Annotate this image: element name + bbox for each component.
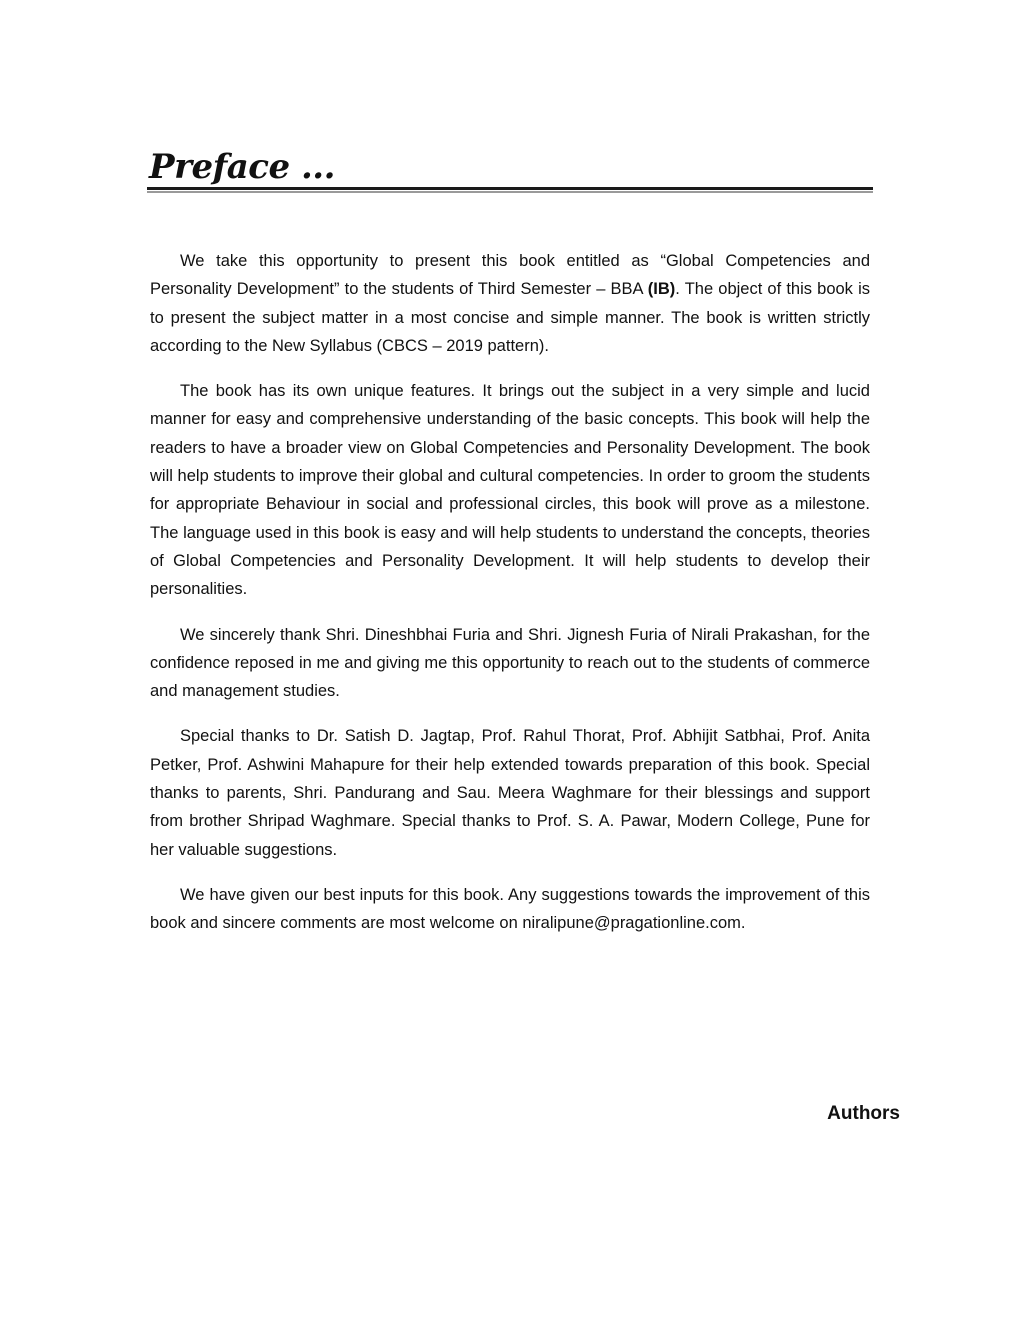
paragraph-suggestions: We have given our best inputs for this book. Any suggestions towards the improvement of this book and sincere comments are most welcome on niralipune@pragationline.com. bbox=[150, 885, 870, 933]
page-title: Preface ... bbox=[149, 147, 335, 187]
paragraph-special-thanks: Special thanks to Dr. Satish D. Jagtap, Prof. Rahul Thorat, Prof. Abhijit Satbhai, Prof. Anita Petker, Prof. Ashwini Mahapure for their help extended towards preparation of this book. Special thanks to parents, Shri. Pandurang and Sau. Meera Waghmare for their blessings and support from brother Shripad Waghmare. Special thanks to Prof. S. A. Pawar, Modern College, Pune for her valuable suggestions. bbox=[150, 727, 870, 859]
title-underline bbox=[147, 187, 873, 190]
paragraph-intro-text-a: We take this opportunity to present this book entitled as “Global Competencies and Personality Development” to the students of Third Semester – BBA bbox=[150, 252, 870, 299]
paragraph-intro bbox=[150, 247, 870, 360]
paragraph-thanks-publisher: We sincerely thank Shri. Dineshbhai Furia and Shri. Jignesh Furia of Nirali Prakashan, for the confidence reposed in me and giving me this opportunity to reach out to the students of commerce and management studies. bbox=[150, 625, 870, 701]
paragraph-features: The book has its own unique features. It brings out the subject in a very simple and lucid manner for easy and comprehensive understanding of the basic concepts. This book will help the readers to have a broader view on Global Competencies and Personality Development. The book will help students to improve their global and cultural competencies. In order to groom the students for appropriate Behaviour in social and professional circles, this book will prove as a milestone. The language used in this book is easy and will help students to understand the concepts, theories of Global Competencies and Personality Development. It will help students to develop their personalities. bbox=[150, 382, 870, 599]
paragraph-intro-text-b: . The object of this book is to present the subject matter in a most concise and simple manner. The book is written strictly according to the New Syllabus (CBCS – 2019 pattern). bbox=[150, 280, 870, 355]
title-underline-shadow bbox=[147, 191, 873, 193]
signature: Authors bbox=[827, 1103, 900, 1124]
paragraph-intro-bold: (IB) bbox=[647, 280, 676, 299]
preface-body bbox=[150, 247, 870, 955]
